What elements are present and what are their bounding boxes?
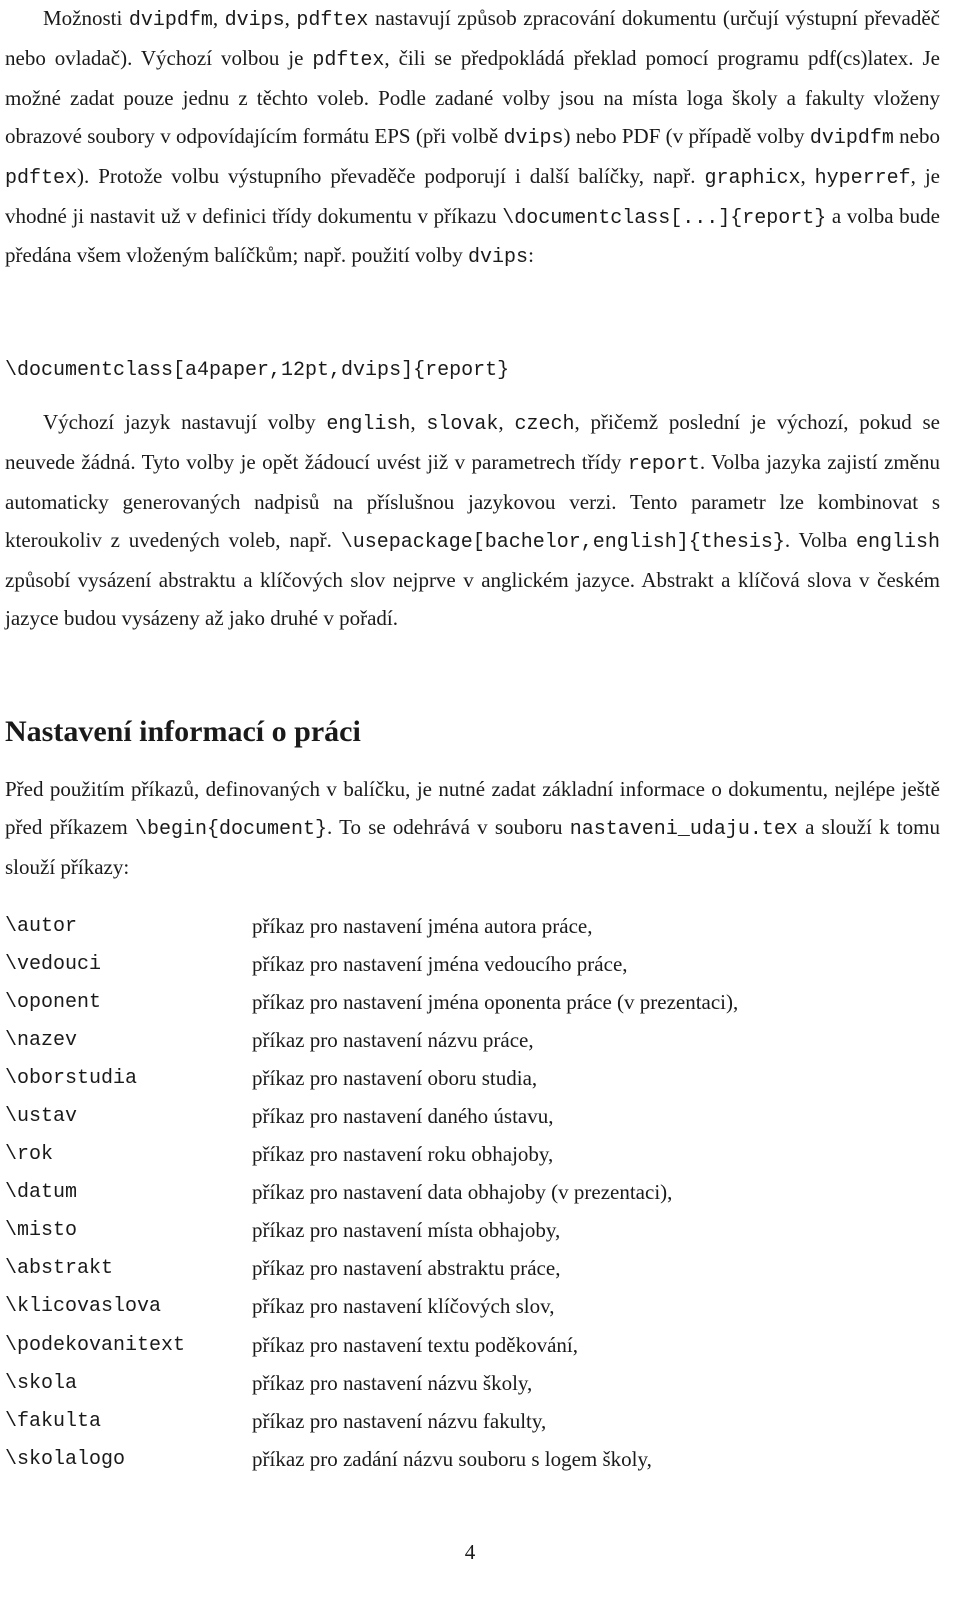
command-name: \klicovaslova [5, 1295, 162, 1319]
text-run: , [498, 410, 515, 434]
code-option: dvipdfm [128, 9, 213, 32]
command-description: příkaz pro nastavení klíčových slov, [252, 1294, 555, 1319]
command-description: příkaz pro nastavení jména oponenta práce (v prezentaci), [252, 989, 739, 1014]
command-name: \vedouci [5, 952, 102, 976]
command-description: příkaz pro nastavení abstraktu práce, [252, 1256, 561, 1281]
text-run: ). Protože volbu výstupního převaděče podporují i další balíčky, např. [77, 163, 705, 188]
command-row [5, 1364, 940, 1402]
command-list [5, 907, 940, 1478]
code-option: pdftex [312, 48, 385, 72]
command-row [5, 1288, 940, 1326]
command-row [5, 1440, 940, 1478]
command-description: příkaz pro nastavení názvu fakulty, [252, 1408, 547, 1433]
code-command: \documentclass[...]{report} [502, 206, 827, 230]
command-row [5, 1136, 940, 1174]
command-row [5, 1174, 940, 1212]
command-row [5, 1059, 940, 1097]
text-run: Výchozí jazyk nastavují volby [43, 410, 327, 434]
command-row [5, 1021, 940, 1059]
command-description: příkaz pro nastavení daného ústavu, [252, 1104, 554, 1129]
code-command: \usepackage[bachelor,english]{thesis} [340, 530, 785, 554]
command-row [5, 983, 940, 1021]
command-name: \autor [5, 914, 78, 938]
text-run: , [212, 6, 225, 30]
code-package: hyperref [814, 166, 911, 190]
text-run: , [800, 163, 815, 188]
command-name: \skolalogo [5, 1447, 126, 1471]
text-run: , [410, 410, 427, 434]
text-run: , [284, 6, 297, 30]
command-description: příkaz pro nastavení textu poděkování, [252, 1332, 578, 1357]
text-run: Před použitím příkazů, definovaných v balíčku, je nutné zadat základní informace o dokumentu, nejlépe ještě před příkazem [5, 777, 940, 839]
command-name: \datum [5, 1181, 78, 1205]
command-name: \skola [5, 1371, 78, 1395]
paragraph-info-setup [5, 771, 940, 887]
section-heading: Nastavení informací o práci [5, 715, 361, 748]
code-option: dvips [468, 246, 529, 270]
text-run: nebo [893, 123, 940, 148]
text-run: . To se odehrává v souboru [326, 814, 570, 839]
command-description: příkaz pro nastavení jména vedoucího práce, [252, 951, 628, 976]
command-name: \fakulta [5, 1409, 102, 1433]
code-class: report [627, 452, 700, 476]
command-name: \abstrakt [5, 1257, 114, 1281]
command-name: \rok [5, 1143, 54, 1167]
code-option: dvips [503, 126, 564, 150]
code-option: english [326, 413, 411, 436]
code-option: dvips [224, 9, 285, 32]
page-number: 4 [464, 1540, 476, 1564]
code-option: pdftex [5, 166, 78, 190]
paragraph-language-options [5, 404, 940, 637]
code-filename: nastaveni_udaju.tex [569, 817, 798, 841]
text-run: , čili se předpokládá překlad pomocí programu pdf(cs)latex. Je možné zadat pouze jednu z těchto voleb. Podle zadané volby jsou na místa loga školy a fakulty vloženy obrazové soubory v odpovídajícím formátu EPS (při volbě [5, 45, 940, 148]
text-run: nastavují způsob zpracování dokumentu (určují výstupní převaděč nebo ovladač). Výchozí volbou je [5, 6, 941, 70]
command-description: příkaz pro nastavení data obhajoby (v prezentaci), [252, 1180, 673, 1205]
command-row [5, 1326, 940, 1364]
code-option: slovak [426, 413, 499, 436]
text-run: a slouží k tomu slouží příkazy: [5, 814, 940, 879]
command-row [5, 1250, 940, 1288]
text-run: : [528, 243, 534, 268]
command-description: příkaz pro nastavení roku obhajoby, [252, 1142, 554, 1167]
command-row [5, 1402, 940, 1440]
text-run: Možnosti [43, 6, 129, 30]
command-description: příkaz pro nastavení místa obhajoby, [252, 1218, 561, 1243]
text-run: způsobí vysázení abstraktu a klíčových slov nejprve v anglickém jazyce. Abstrakt a klíčová slova v českém jazyce budou vysázeny až jako druhé v pořadí. [5, 567, 940, 630]
text-run: . Volba [784, 527, 856, 552]
command-description: příkaz pro nastavení jména autora práce, [252, 913, 593, 938]
code-option: english [855, 530, 940, 554]
command-name: \oborstudia [5, 1066, 138, 1090]
text-run: a volba bude předána všem vloženým balíčkům; např. použití volby [5, 203, 940, 268]
code-example: \documentclass[a4paper,12pt,dvips]{report} [5, 359, 510, 382]
command-row [5, 1212, 940, 1250]
code-option: dvipdfm [809, 126, 894, 150]
code-option: pdftex [296, 9, 369, 32]
command-name: \ustav [5, 1105, 78, 1129]
code-command: \begin{document} [134, 817, 327, 841]
command-description: příkaz pro nastavení názvu školy, [252, 1370, 533, 1395]
command-row [5, 945, 940, 983]
command-description: příkaz pro nastavení názvu práce, [252, 1027, 534, 1052]
command-row [5, 1097, 940, 1135]
command-description: příkaz pro zadání názvu souboru s logem školy, [252, 1446, 652, 1471]
paragraph-output-options [5, 0, 940, 277]
code-option: czech [514, 413, 575, 436]
text-run: , přičemž poslední je výchozí, pokud se neuvede žádná. Tyto volby je opět žádoucí uvést již v parametrech třídy [5, 410, 941, 474]
code-package: graphicx [704, 166, 801, 190]
command-description: příkaz pro nastavení oboru studia, [252, 1065, 538, 1090]
command-name: \podekovanitext [5, 1333, 186, 1357]
text-run: ) nebo PDF (v případě volby [563, 123, 810, 148]
command-name: \nazev [5, 1028, 78, 1052]
command-row [5, 907, 940, 945]
text-run: , je vhodné ji nastavit už v definici třídy dokumentu v příkazu [5, 163, 940, 228]
command-name: \misto [5, 1219, 78, 1243]
command-name: \oponent [5, 990, 102, 1014]
text-run: . Volba jazyka zajistí změnu automaticky generovaných nadpisů na příslušnou jazykovou verzi. Tento parametr lze kombinovat s kteroukoliv z uvedených voleb, např. [5, 449, 940, 552]
